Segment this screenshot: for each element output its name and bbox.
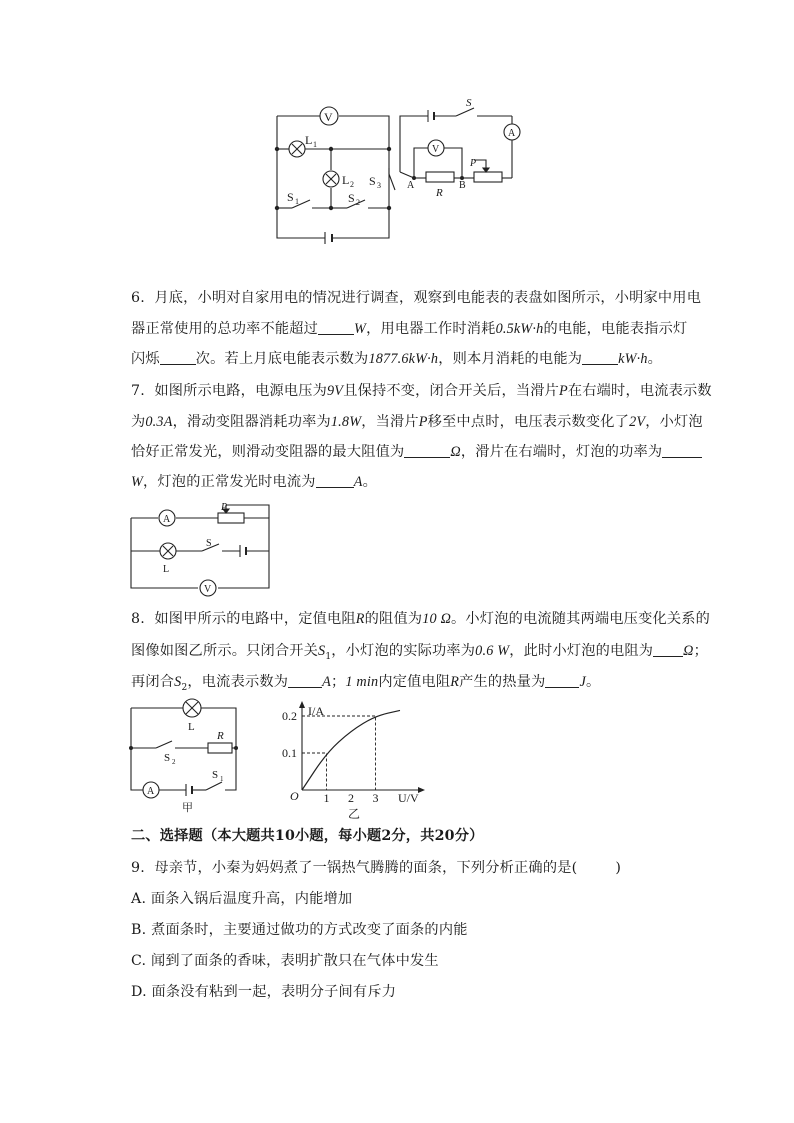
svg-text:V: V — [432, 144, 440, 155]
q8-text-3a: 再闭合 — [131, 674, 175, 690]
q6-meter-reading: 1877.6kW·h — [368, 351, 439, 367]
q7-unit-w: W — [131, 474, 144, 490]
svg-text:B: B — [459, 180, 466, 191]
q7-unit-ohm: Ω — [450, 444, 461, 460]
iv-origin: O — [290, 789, 299, 803]
q8-power: 0.6 W — [475, 643, 510, 659]
q7-text-1e: 在右端时，电流表示数 — [567, 383, 712, 399]
svg-text:P: P — [221, 502, 228, 513]
q8-r2: R — [450, 674, 460, 690]
svg-text:L: L — [163, 564, 170, 575]
svg-text:2: 2 — [172, 758, 176, 766]
q8-text-1e: 。小灯泡的电流随其两端电压变化关系的 — [451, 611, 711, 627]
svg-text:A: A — [407, 180, 415, 191]
y-tick-label: 0.1 — [282, 746, 297, 760]
iv-ylabel: I/A — [308, 704, 324, 718]
q7-voltage: 9V — [327, 383, 344, 399]
section-2-title: 二、选择题（本大题共10小题，每小题2分，共20分） — [131, 828, 484, 844]
q7-period: 。 — [362, 474, 377, 490]
svg-text:S: S — [164, 752, 171, 764]
q8-line-3 — [131, 671, 600, 693]
q8-text-3g: 内定值电阻 — [378, 674, 451, 690]
q7-line-1 — [131, 380, 712, 400]
q8-s2-sub: 2 — [181, 682, 188, 693]
svg-text:1: 1 — [295, 197, 299, 206]
option-label: B. — [131, 922, 147, 938]
q7-text-1a: 如图所示电路，电源电压为 — [154, 383, 328, 399]
q8-text-3i: 产生的热量为 — [459, 674, 546, 690]
q6-text-3b: 次。若上月底电能表示数为 — [195, 351, 369, 367]
q7-blank-1[interactable] — [404, 443, 450, 458]
q7-text-2a: 为 — [131, 414, 146, 430]
x-tick-label: 2 — [348, 791, 354, 805]
svg-text:V: V — [324, 110, 333, 124]
q7-line-4 — [131, 471, 377, 491]
iv-caption: 乙 — [348, 807, 361, 821]
svg-text:A: A — [508, 128, 516, 139]
q6-text-2e: 的电能，电能表指示灯 — [543, 321, 688, 337]
option-label: D. — [131, 984, 147, 1000]
q8-s1-sub: 1 — [325, 651, 332, 662]
q8-period: 。 — [585, 674, 601, 690]
q6-energy: 0.5kW·h — [495, 321, 544, 337]
q7-blank-2[interactable] — [662, 443, 702, 458]
svg-text:S: S — [369, 174, 376, 188]
q7-text-1c: 且保持不变，闭合开关后，当滑片 — [343, 383, 560, 399]
q7-current: 0.3A — [145, 414, 173, 430]
svg-text:S: S — [348, 191, 355, 205]
q8-text-3c: ，电流表示数为 — [187, 674, 289, 690]
svg-text:1: 1 — [313, 140, 317, 149]
q7-circuit-figure — [126, 500, 276, 600]
svg-text:3: 3 — [377, 181, 381, 190]
q6-unit-w: W — [354, 321, 367, 337]
svg-text:S: S — [466, 97, 472, 109]
svg-text:甲: 甲 — [182, 802, 193, 814]
q7-p: P — [559, 383, 568, 399]
q8-semicolon: ； — [693, 643, 709, 659]
option-label: C. — [131, 953, 147, 969]
figure-top-circuits — [262, 96, 532, 246]
q8-unit-a: A — [322, 674, 331, 690]
svg-text:V: V — [204, 584, 212, 595]
svg-text:S: S — [287, 190, 294, 204]
q7-power: 1.8W — [330, 414, 362, 430]
q8-blank-1[interactable] — [653, 642, 683, 657]
svg-text:P: P — [470, 158, 477, 169]
q8-s1: S — [318, 643, 326, 659]
q6-blank-3[interactable] — [582, 350, 618, 365]
q7-text-4b: ，灯泡的正常发光时电流为 — [143, 474, 316, 490]
q8-text-2c: ，小灯泡的实际功率为 — [331, 643, 476, 659]
q8-blank-2[interactable] — [288, 673, 322, 688]
q7-line-2 — [131, 411, 703, 431]
q7-text-2i: ，小灯泡 — [645, 414, 703, 430]
x-tick-label: 1 — [323, 791, 330, 805]
q6-text-3a: 闪烁 — [131, 351, 160, 367]
q8-unit-j: J — [579, 674, 586, 690]
q8-blank-3[interactable] — [545, 673, 579, 688]
svg-text:1: 1 — [220, 775, 224, 783]
q6-line-1 — [131, 287, 701, 307]
q8-text-2e: ，此时小灯泡的电阻为 — [509, 643, 654, 659]
q7-text-2c: ，滑动变阻器消耗功率为 — [172, 414, 331, 430]
svg-text:2: 2 — [350, 180, 354, 189]
q8-text-2a: 图像如图乙所示。只闭合开关 — [131, 643, 319, 659]
q7-line-3 — [131, 441, 702, 461]
q8-iv-graph-yi — [282, 700, 432, 824]
q9-option-a[interactable] — [131, 888, 352, 908]
q7-number: 7. — [131, 383, 145, 399]
q9-option-d[interactable] — [131, 981, 396, 1001]
q8-number: 8. — [131, 611, 145, 627]
svg-text:L: L — [342, 173, 350, 187]
q7-text-2e: ，当滑片 — [361, 414, 419, 430]
q6-text-2c: ，用电器工作时消耗 — [366, 321, 496, 337]
q9-option-b[interactable] — [131, 919, 468, 939]
svg-text:R: R — [436, 187, 443, 199]
q6-period: 。 — [647, 351, 663, 367]
q9-stem-text: 母亲节，小秦为妈妈煮了一锅热气腾腾的面条，下列分析正确的是( — [154, 860, 578, 876]
q8-text-1a: 如图甲所示的电路中，定值电阻 — [154, 611, 356, 627]
svg-text:S: S — [206, 538, 212, 549]
svg-text:R: R — [217, 730, 224, 742]
svg-text:L: L — [305, 133, 313, 147]
q7-unit-a: A — [353, 474, 363, 490]
q6-text-2a: 器正常使用的总功率不能超过 — [131, 321, 319, 337]
svg-text:L: L — [188, 721, 195, 733]
option-text: 面条没有粘到一起，表明分子间有斥力 — [151, 984, 397, 1000]
q6-text-1: 月底，小明对自家用电的情况进行调查，观察到电能表的表盘如图所示，小明家中用电 — [154, 290, 702, 306]
q6-line-3 — [131, 348, 662, 368]
q7-p2: P — [418, 414, 428, 430]
svg-text:S: S — [212, 769, 219, 781]
svg-text:A: A — [147, 786, 155, 797]
y-tick-label: 0.2 — [282, 709, 297, 723]
q6-blank-2[interactable] — [160, 350, 196, 365]
x-tick-label: 3 — [372, 791, 379, 805]
option-label: A. — [131, 891, 147, 907]
q8-line-2 — [131, 640, 708, 662]
q9-stem — [131, 857, 621, 877]
option-text: 闻到了面条的香味，表明扩散只在气体中发生 — [150, 953, 439, 969]
q9-option-c[interactable] — [131, 950, 439, 970]
q7-text-3c: ，滑片在右端时，灯泡的功率为 — [460, 444, 663, 460]
q6-text-3d: ，则本月消耗的电能为 — [438, 351, 583, 367]
svg-text:2: 2 — [356, 198, 360, 207]
q8-s2: S — [174, 674, 182, 690]
q9-stem-end: ) — [615, 860, 622, 876]
q7-delta-v: 2V — [629, 414, 646, 430]
iv-xlabel: U/V — [398, 791, 419, 805]
q8-semicolon-2: ； — [331, 674, 346, 690]
svg-text:A: A — [163, 514, 171, 525]
q8-time: 1 min — [345, 674, 379, 690]
q6-unit-kwh: kW·h — [618, 351, 648, 367]
option-text: 煮面条时，主要通过做功的方式改变了面条的内能 — [151, 922, 468, 938]
q7-text-3a: 恰好正常发光，则滑动变阻器的最大阻值为 — [131, 444, 405, 460]
q6-blank-1[interactable] — [318, 320, 354, 335]
q6-number: 6. — [131, 290, 145, 306]
q8-line-1 — [131, 608, 710, 628]
q7-blank-3[interactable] — [316, 473, 354, 488]
q8-resistance: 10 Ω — [422, 611, 452, 627]
iv-curve — [302, 710, 400, 790]
q8-unit-ohm: Ω — [683, 643, 694, 659]
q6-line-2 — [131, 318, 687, 338]
q8-circuit-jia — [126, 698, 246, 816]
q8-text-1c: 的阻值为 — [364, 611, 423, 627]
option-text: 面条入锅后温度升高，内能增加 — [150, 891, 353, 907]
q7-text-2g: 移至中点时，电压表示数变化了 — [427, 414, 630, 430]
q8-r: R — [355, 611, 365, 627]
q9-number: 9. — [131, 860, 145, 876]
